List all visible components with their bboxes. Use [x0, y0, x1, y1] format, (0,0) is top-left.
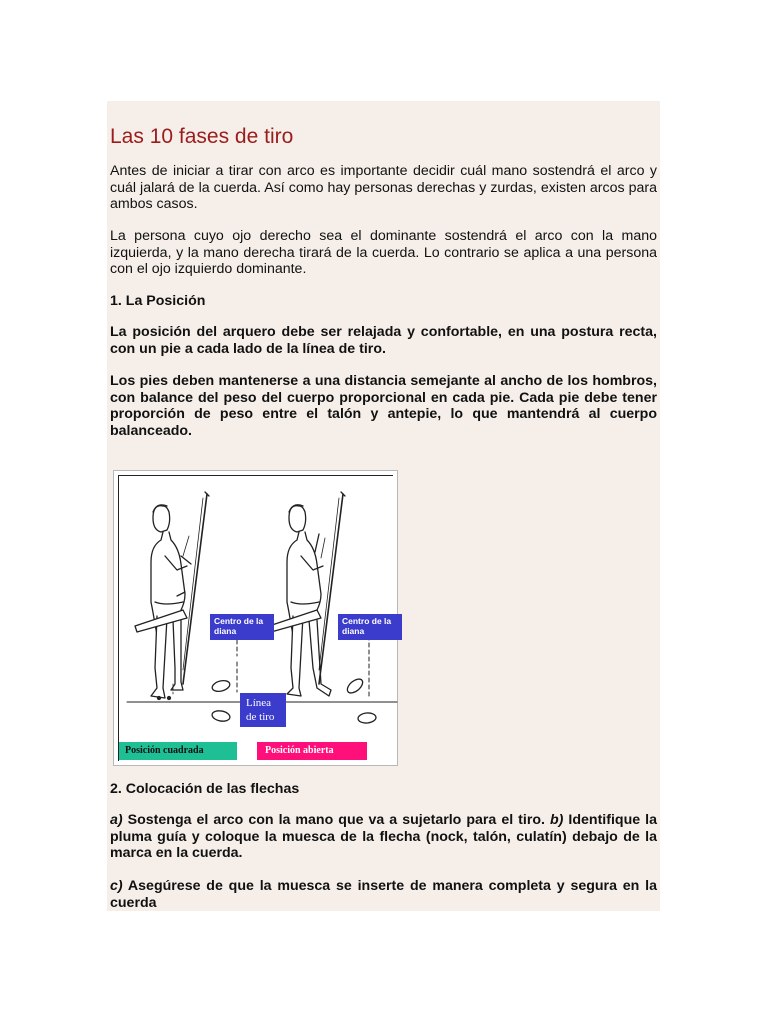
archer-open-figure [269, 492, 345, 696]
section-heading-posicion: 1. La Posición [110, 293, 206, 309]
posicion-paragraph-2: Los pies deben mantenerse a una distancia semejante al ancho de los hombros, con balance del peso del cuerpo proporcional en cada pie. Cada pie debe tener proporción de peso entre el talón y antepie, lo que mantendrá al cuerpo balanceado. [110, 373, 657, 439]
posicion-paragraph-1: La posición del arquero debe ser relajada y confortable, en una postura recta, con un pie a cada lado de la línea de tiro. [110, 324, 657, 357]
step-a-marker: a) [110, 812, 123, 828]
label-linea-de-tiro: Línea de tiro [240, 693, 286, 727]
label-posicion-abierta: Posición abierta [257, 742, 367, 760]
document-title: Las 10 fases de tiro [110, 125, 294, 148]
step-b-marker: b) [550, 812, 564, 828]
label-centro-diana-1: Centro de la diana [210, 614, 274, 640]
intro-paragraph-1: Antes de iniciar a tirar con arco es importante decidir cuál mano sostendrá el arco y cuál jalará de la cuerda. Así como hay personas derechas y zurdas, existen arcos para ambos casos. [110, 163, 657, 212]
steps-a-b-paragraph [110, 812, 657, 862]
section-heading-flechas: 2. Colocación de las flechas [110, 781, 300, 797]
archer-square-figure [135, 492, 209, 698]
step-c-text: Asegúrese de que la muesca se inserte de manera completa y segura en la cuerda [110, 878, 657, 911]
step-b-text: Identifique la pluma guía y coloque la muesca de la flecha (nock, talón, culatín) debajo de la marca en la cuerda. [110, 812, 657, 861]
step-c-paragraph [110, 878, 657, 911]
intro-paragraph-2: La persona cuyo ojo derecho sea el dominante sostendrá el arco con la mano izquierda, y la mano derecha tirará de la cuerda. Lo contrario se aplica a una persona con el ojo izquierdo dominante. [110, 228, 657, 277]
step-a-text: Sostenga el arco con la mano que va a sujetarlo para el tiro. [122, 812, 545, 828]
illustration-frame [118, 475, 393, 761]
label-centro-diana-2: Centro de la diana [338, 614, 402, 640]
label-posicion-cuadrada: Posición cuadrada [119, 742, 237, 760]
step-c-marker: c) [110, 878, 123, 894]
document-page [107, 101, 660, 911]
stance-illustration [113, 470, 398, 766]
